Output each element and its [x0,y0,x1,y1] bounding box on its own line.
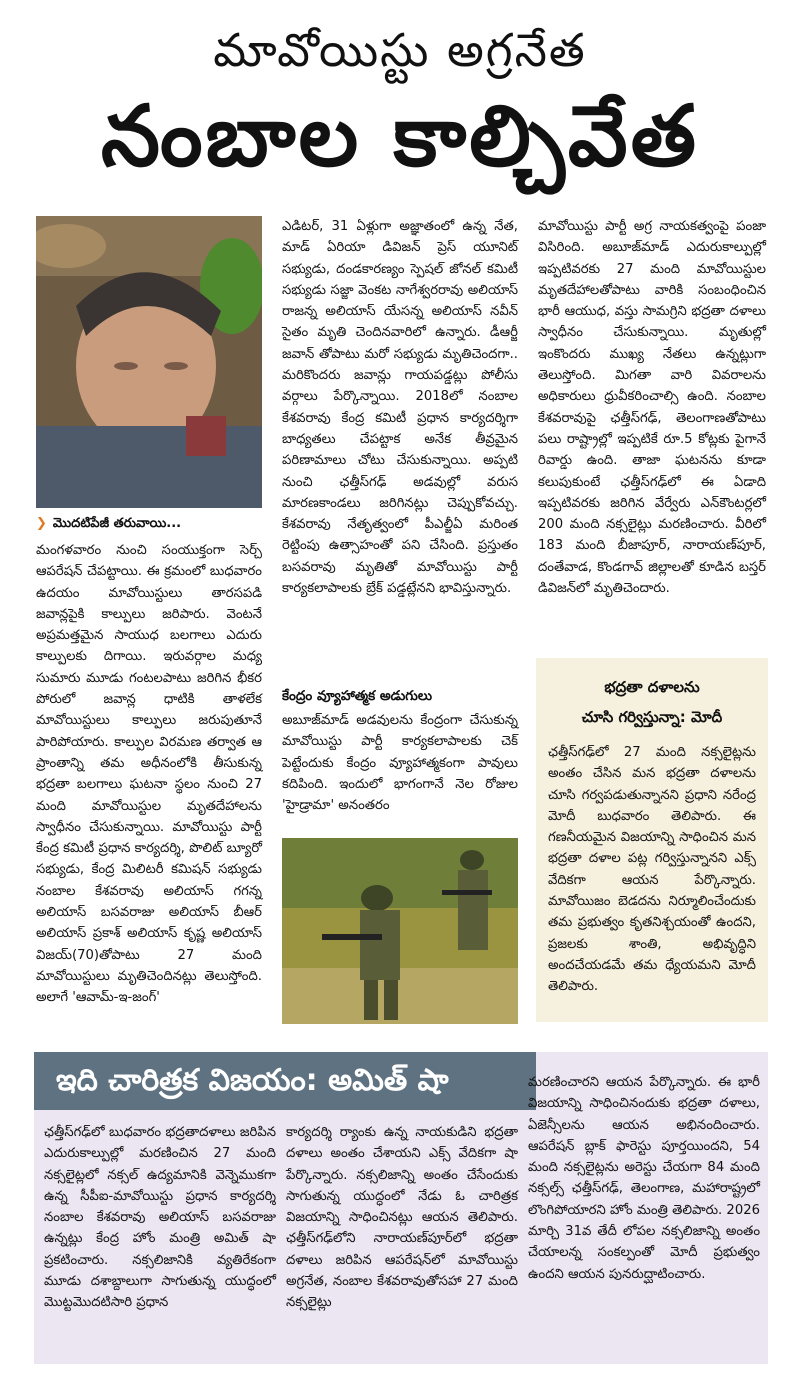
article-column-3 [538,216,766,599]
headline-kicker: మావోయిస్టు అగ్రనేత [213,23,587,77]
article-column-2 [282,216,518,599]
column-2b-text: అబూజ్‌మాడ్ అడవులను కేంద్రంగా చేసుకున్న మావోయిస్టు పార్టీ కార్యకలాపాలకు చెక్ పెట్టేందుకు కేంద్రం వ్యూహాత్మకంగా పావులు కదిపింది. ఇందులో భాగంగానే నెల రోజుల 'హైడ్రామా' అనంతరం [282,713,518,814]
amit-shah-column-3: మరణించారని ఆయన పేర్కొన్నారు. ఈ భారీ విజయాన్ని సాధించినందుకు భద్రతా దళాలు, ఏజెన్సీలను ఆయన అభినందించారు. ఆపరేషన్ బ్లాక్ ఫారెస్టు పూర్తయిందని, 54 మంది నక్సలైట్లను అరెస్టు చేయగా 84 మంది నక్సల్స్ ఛత్తీస్‌గఢ్, తెలంగాణ, మహారాష్ట్రలో లొంగిపోయారని హోం మంత్రి తెలిపారు. 2026 మార్చి 31వ తేదీ లోపల నక్సలిజాన్ని అంతం చేయాలన్న సంకల్పంతో మోదీ ప్రభుత్వం ఉందని ఆయన పునరుద్ఘాటించారు. [528,1075,760,1282]
modi-sidebar-box [536,658,768,1022]
modi-box-title-line2: చూసి గర్విస్తున్నా: మోదీ [581,708,723,726]
column-2-text: ఎడిటర్, 31 ఏళ్లుగా అజ్ఞాతంలో ఉన్న నేత, మాడ్ ఏరియా డివిజన్ ప్రెస్ యూనిట్ సభ్యుడు, దండకారణ్యం స్పెషల్ జోనల్ కమిటీ సభ్యుడు సజ్జా వెంకట నాగేశ్వరరావు అలియాస్ రాజన్న అలియాస్ యేసన్న అలియాస్ నవీన్ సైతం మృతి చెందినవారిలో ఉన్నారు. డీఆర్జీ జవాన్ తోపాటు మరో సభ్యుడు మృతిచెందగా.. మరికొందరు జవాన్లు గాయపడ్డట్లు పోలీసు వర్గాలు పేర్కొన్నాయి. 2018లో నంబాల కేశవరావు కేంద్ర కమిటీ ప్రధాన కార్యదర్శిగా బాధ్యతలు చేపట్టాక అనేక తీవ్రమైన పరిణామాలు చోటు చేసుకున్నాయి. అప్పటి నుంచి ఛత్తీస్‌గఢ్ అడవుల్లో వరుస మారణకాండలు జరిగినట్లు చెప్పుకోవచ్చు. కేశవరావు నేతృత్వంలో పీఎల్జీఏ మరింత రెట్టింపు ఉత్సాహంతో పని చేసింది. ప్రస్తుతం బసవరావు మృతితో మావోయిస్టు పార్టీ కార్యకలాపాలకు బ్రేక్ పడ్డట్లేనని భావిస్తున్నారు. [282,219,518,597]
column-1-text: మంగళవారం నుంచి సంయుక్తంగా సెర్చ్ ఆపరేషన్ చేపట్టాయి. ఈ క్రమంలో బుధవారం ఉదయం మావోయిస్టులు తారసపడి జవాన్లపైకి కాల్పులు జరిపారు. వెంటనే అప్రమత్తమైన సాయుధ బలగాలు ఎదురు కాల్పులకు దిగాయి. ఇరువర్గాల మధ్య సుమారు మూడు గంటలపాటు జరిగిన భీకర పోరులో జవాన్ల ధాటికి తాళలేక మావోయిస్టులు కాల్పులు జరుపుతూనే పారిపోయారు. కాల్పుల విరమణ తర్వాత ఆ ప్రాంతాన్ని తమ అధీనంలోకి తీసుకున్న భద్రతా బలగాలు ఘటనా స్థలం నుంచి 27 మంది మావోయిస్టుల మృతదేహాలను స్వాధీనం చేసుకున్నాయి. మావోయిస్టు పార్టీ కేంద్ర కమిటీ ప్రధాన కార్యదర్శి, పొలిట్ బ్యూరో సభ్యుడు, కేంద్ర మిలిటరీ కమిషన్ సభ్యుడు నంబాల కేశవరావు అలియాస్ గగన్న అలియాస్ బసవరాజు అలియాస్ బీఆర్ అలియాస్ ప్రకాశ్ అలియాస్ కృష్ణ అలియాస్ విజయ్(70)తోపాటు 27 మంది మావోయిస్టులు మృతిచెందినట్లు తెలుస్తోంది. అలాగే 'ఆవామ్-ఇ-జంగ్' [36,543,262,1006]
column-3-text: మావోయిస్టు పార్టీ అగ్ర నాయకత్వంపై పంజా విసిరింది. అబూజ్‌మాడ్ ఎదురుకాల్పుల్లో ఇప్పటివరకు 27 మంది మావోయిస్టుల మృతదేహాలతోపాటు వారికి సంబంధించిన భారీ ఆయుధ, వస్తు సామగ్రిని భద్రతా దళాలు స్వాధీనం చేసుకున్నాయి. మృతుల్లో ఇంకొందరు ముఖ్య నేతలు ఉన్నట్లుగా తెలుస్తోంది. మిగతా వారి వివరాలను అధికారులు ధ్రువీకరించాల్సి ఉంది. నంబాల కేశవరావుపై ఛత్తీస్‌గఢ్, తెలంగాణతోపాటు పలు రాష్ట్రాల్లో ఇప్పటికే రూ.5 కోట్లకు పైగానే రివార్డు ఉంది. తాజా ఘటనను కూడా కలుపుకుంటే ఛత్తీస్‌గఢ్‌లో ఈ ఏడాది ఇప్పటివరకు జరిగిన వేర్వేరు ఎన్‌కౌంటర్లలో 200 మంది నక్సలైట్లు మరణించారు. వీరిలో 183 మంది బీజాపూర్, నారాయణ్‌పూర్, దంతేవాడ, కొండగావ్ జిల్లాలతో కూడిన బస్తర్ డివిజన్‌లో మృతిచెందారు. [538,219,766,597]
amit-shah-column-2: కార్యదర్శి ర్యాంకు ఉన్న నాయకుడిని భద్రతా దళాలు అంతం చేశాయని ఎక్స్ వేదికగా షా పేర్కొన్నారు. నక్సలిజాన్ని అంతం చేసేందుకు సాగుతున్న యుద్ధంలో నేడు ఓ చారిత్రక విజయాన్ని సాధించినట్లు ఆయన తెలిపారు. ఛత్తీస్‌గఢ్‌లోని నారాయణ్‌పూర్‌లో భద్రతా దళాలు జరిపిన ఆపరేషన్‌లో మావోయిస్టు అగ్రనేత, నంబాల కేశవరావుతోసహా 27 మంది నక్సలైట్లు [286,1125,518,1311]
modi-box-title [536,672,768,732]
photo-caption [36,514,262,534]
chevron-right-icon: ❯ [36,516,47,531]
amit-shah-column-1: ఛత్తీస్‌గఢ్‌లో బుధవారం భద్రతాదళాలు జరిపిన ఎదురుకాల్పుల్లో మరణించిన 27 మంది నక్సలైట్లలో నక్సల్ ఉద్యమానికి వెన్నెముకగా ఉన్న సీపీఐ-మావోయిస్టు ప్రధాన కార్యదర్శి నంబాల కేశవరావు అలియాస్ బసవరాజు ఉన్నట్లు కేంద్ర హోం మంత్రి అమిత్ షా ప్రకటించారు. నక్సలిజానికి వ్యతిరేకంగా మూడు దశాబ్దాలుగా సాగుతున్న యుద్ధంలో మొట్టమొదటిసారి ప్రధాన [44,1125,276,1311]
headline: నంబాల కాల్చివేత [101,87,699,185]
deceased-leader-photo [36,216,262,508]
security-forces-photo [282,838,518,1024]
caption-text: మొదటిపేజీ తరువాయి... [52,516,182,531]
amit-shah-section [34,1052,768,1364]
article-column-2b [282,710,518,816]
modi-box-text: ఛత్తీస్‌గఢ్‌లో 27 మంది నక్సలైట్లను అంతం చేసిన మన భద్రతా దళాలను చూసి గర్వపడుతున్నానని ప్రధాని నరేంద్ర మోదీ బుధవారం తెలిపారు. ఈ గణనీయమైన విజయాన్ని సాధించిన మన భద్రతా దళాల పట్ల గర్విస్తున్నానని ఎక్స్ వేదికగా ఆయన పేర్కొన్నారు. మావోయిజం బెడదను నిర్మూలించేందుకు తమ ప్రభుత్వం కృతనిశ్చయంతో ఉందని, ప్రజలకు శాంతి, అభివృద్ధిని అందచేయడమే తమ ధ్యేయమని మోదీ తెలిపారు. [548,745,756,995]
article-column-1 [36,540,262,1009]
modi-box-title-line1: భద్రతా దళాలను [604,678,700,696]
amit-shah-banner: ఇది చారిత్రక విజయం: అమిత్ షా [34,1052,536,1110]
subhead-strategy: కేంద్రం వ్యూహాత్మక అడుగులు [282,688,433,704]
